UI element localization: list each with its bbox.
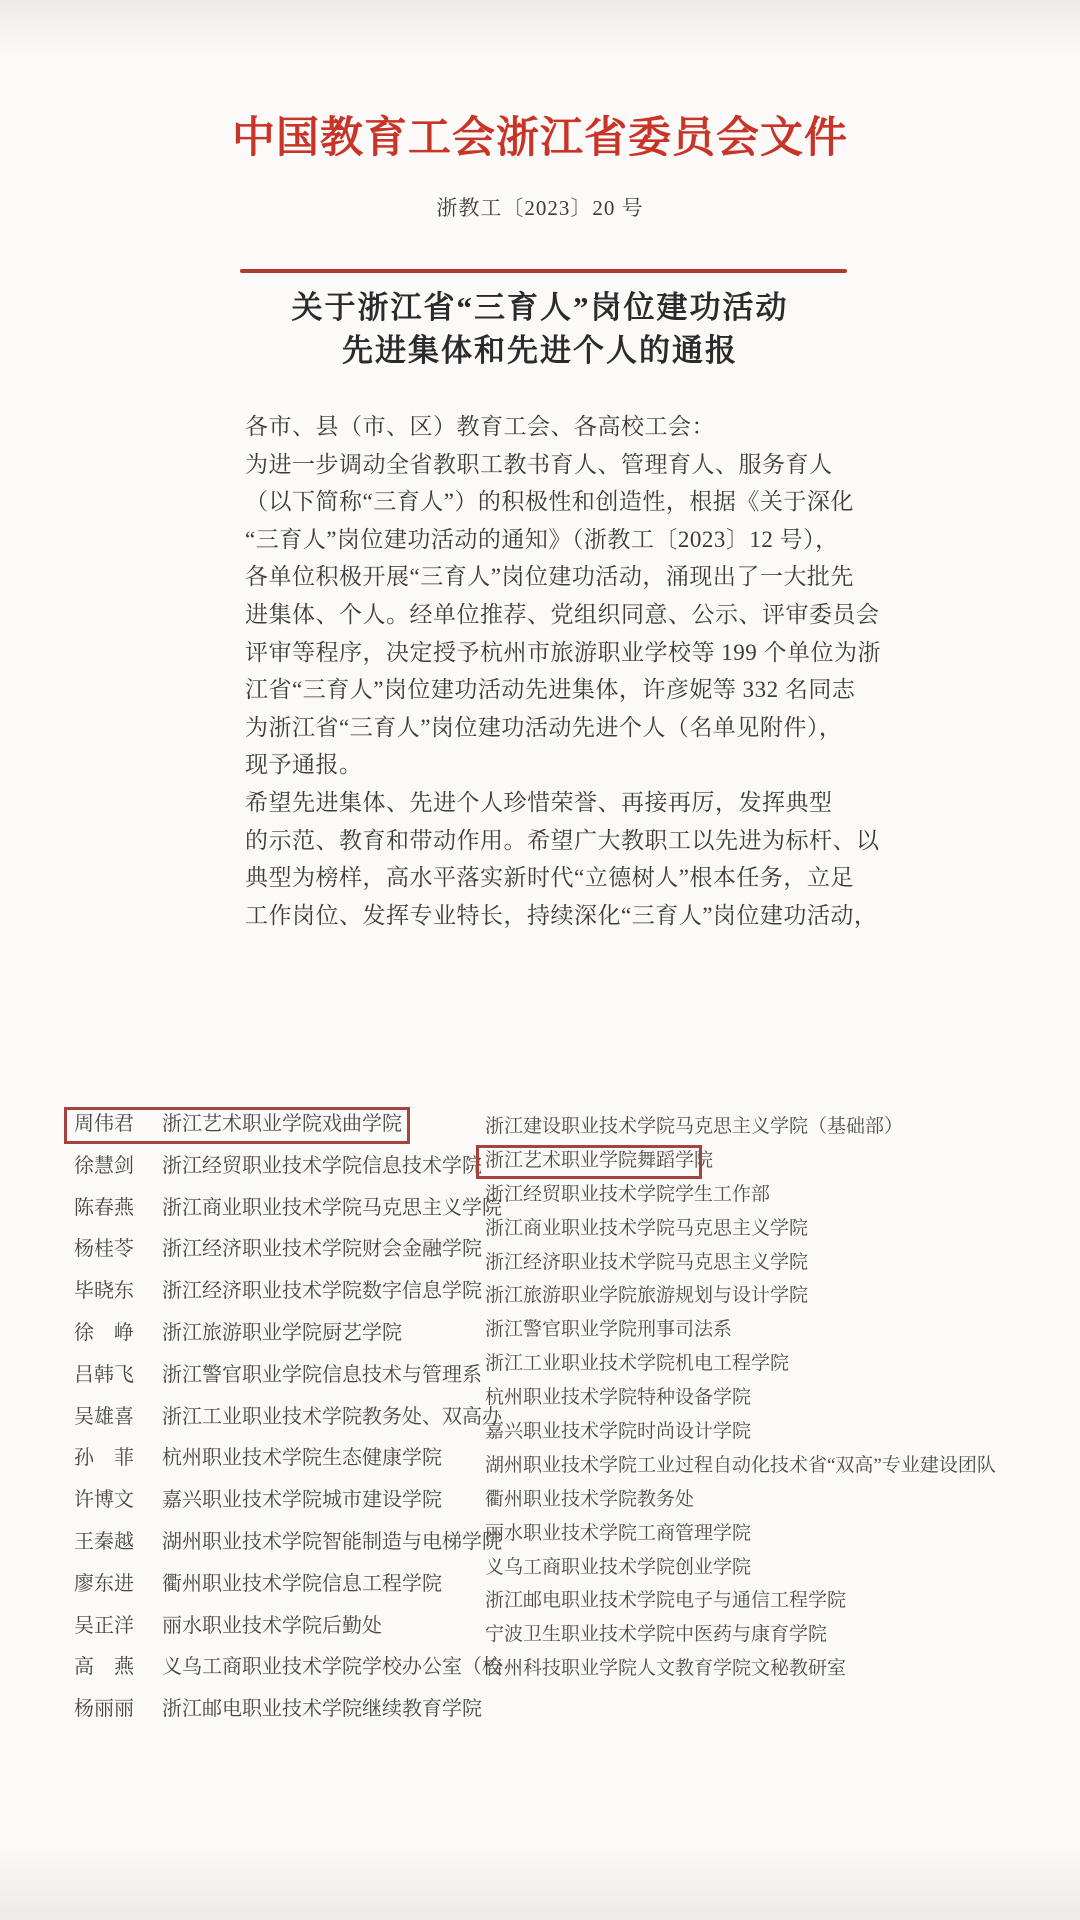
individual-list-item xyxy=(74,1188,502,1230)
awardee-unit: 湖州职业技术学院智能制造与电梯学院 xyxy=(162,1530,502,1553)
awardee-name: 毕晓东 xyxy=(74,1280,134,1303)
collective-list-item xyxy=(485,1584,996,1618)
notice-title-line2: 先进集体和先进个人的通报 xyxy=(342,333,738,368)
awardee-unit: 丽水职业技术学院后勤处 xyxy=(162,1614,382,1637)
collective-unit: 义乌工商职业技术学院创业学院 xyxy=(485,1556,752,1578)
collective-list-item xyxy=(485,1618,996,1652)
collective-list-item xyxy=(485,1652,996,1686)
collective-list-item xyxy=(485,1449,996,1483)
collective-unit: 浙江旅游职业学院旅游规划与设计学院 xyxy=(485,1285,809,1307)
collective-unit: 杭州职业技术学院特种设备学院 xyxy=(485,1387,752,1409)
collective-list-item xyxy=(485,1347,996,1381)
paragraph-1 xyxy=(245,446,881,784)
awardee-name: 吴正洋 xyxy=(74,1614,134,1637)
awardee-unit: 浙江经济职业技术学院数字信息学院 xyxy=(162,1280,482,1303)
individual-list-item xyxy=(74,1689,502,1731)
collective-list-item xyxy=(485,1415,996,1449)
collective-award-list xyxy=(485,1110,996,1686)
awardee-name: 周伟君 xyxy=(74,1113,134,1135)
body-line: 现予通报。 xyxy=(245,752,363,778)
awardee-unit: 浙江经济职业技术学院财会金融学院 xyxy=(162,1238,482,1261)
collective-unit: 浙江工业职业技术学院机电工程学院 xyxy=(485,1353,790,1375)
awardee-name: 杨桂苓 xyxy=(74,1238,134,1261)
awardee-unit: 杭州职业技术学院生态健康学院 xyxy=(162,1447,442,1470)
collective-unit: 浙江警官职业学院刑事司法系 xyxy=(485,1319,733,1341)
body-line: 评审等程序，决定授予杭州市旅游职业学校等 199 个单位为浙 xyxy=(245,639,881,665)
collective-list-item xyxy=(485,1110,996,1144)
collective-list-item xyxy=(485,1517,996,1551)
individual-list-item xyxy=(74,1313,502,1355)
body-line: 为浙江省“三育人”岗位建功活动先进个人（名单见附件）， xyxy=(245,714,843,740)
individual-list-item xyxy=(74,1146,502,1188)
individual-list-item xyxy=(74,1480,502,1522)
collective-unit: 宁波卫生职业技术学院中医药与康育学院 xyxy=(485,1624,828,1646)
awardee-name: 吕韩飞 xyxy=(74,1363,134,1386)
collective-unit: 浙江建设职业技术学院马克思主义学院（基础部） xyxy=(485,1116,904,1137)
collective-list-item xyxy=(485,1178,996,1212)
body-line: 典型为榜样，高水平落实新时代“立德树人”根本任务，立足 xyxy=(245,865,854,891)
collective-unit: 丽水职业技术学院工商管理学院 xyxy=(485,1522,752,1544)
individual-list-item xyxy=(74,1564,502,1606)
notice-title xyxy=(0,286,1080,372)
individual-list-item xyxy=(74,1355,502,1397)
highlight-box xyxy=(476,1145,702,1179)
awardee-unit: 浙江商业职业技术学院马克思主义学院 xyxy=(162,1196,502,1219)
awardee-unit: 衢州职业技术学院信息工程学院 xyxy=(162,1572,442,1595)
awardee-name: 孙 菲 xyxy=(74,1447,134,1470)
collective-unit: 浙江经贸职业技术学院学生工作部 xyxy=(485,1183,771,1205)
awardee-unit: 浙江警官职业学院信息技术与管理系 xyxy=(162,1363,482,1386)
collective-list-item xyxy=(485,1313,996,1347)
body-line: 为进一步调动全省教职工教书育人、管理育人、服务育人 xyxy=(245,451,833,477)
highlight-box xyxy=(64,1107,410,1144)
awardee-unit: 浙江艺术职业学院戏曲学院 xyxy=(162,1113,402,1135)
individual-list-item xyxy=(74,1522,502,1564)
body-line: 进集体、个人。经单位推荐、党组织同意、公示、评审委员会 xyxy=(245,601,880,627)
collective-list-item xyxy=(485,1551,996,1585)
awardee-name: 廖东进 xyxy=(74,1572,134,1595)
collective-list-item xyxy=(485,1246,996,1280)
awardee-name: 许博文 xyxy=(74,1489,134,1512)
awardee-unit: 嘉兴职业技术学院城市建设学院 xyxy=(162,1489,442,1512)
collective-unit: 嘉兴职业技术学院时尚设计学院 xyxy=(485,1421,752,1443)
collective-unit: 浙江艺术职业学院舞蹈学院 xyxy=(485,1149,714,1171)
awardee-name: 杨丽丽 xyxy=(74,1698,134,1721)
individual-list-item xyxy=(74,1606,502,1648)
collective-list-item xyxy=(485,1212,996,1246)
red-header-org-title: 中国教育工会浙江省委员会文件 xyxy=(232,115,848,162)
awardee-name: 徐 峥 xyxy=(74,1321,134,1344)
awardee-unit: 浙江经贸职业技术学院信息技术学院 xyxy=(162,1154,482,1177)
collective-unit: 台州科技职业学院人文教育学院文秘教研室 xyxy=(485,1658,847,1680)
awardee-name: 高 燕 xyxy=(74,1656,134,1679)
awardee-name: 徐慧剑 xyxy=(74,1154,134,1177)
notice-title-line1: 关于浙江省“三育人”岗位建功活动 xyxy=(291,290,789,325)
awardee-name: 吴雄喜 xyxy=(74,1405,134,1428)
collective-list-item xyxy=(485,1144,996,1178)
salutation: 各市、县（市、区）教育工会、各高校工会： xyxy=(245,414,715,439)
awardee-unit: 浙江工业职业技术学院教务处、双高办 xyxy=(162,1405,502,1428)
red-divider-rule xyxy=(240,269,847,273)
body-line: 工作岗位、发挥专业特长，持续深化“三育人”岗位建功活动， xyxy=(245,902,878,928)
body-line: 希望先进集体、先进个人珍惜荣誉、再接再厉，发挥典型 xyxy=(245,789,833,815)
body-line: 江省“三育人”岗位建功活动先进集体，许彦妮等 332 名同志 xyxy=(245,677,856,703)
body-line: 各单位积极开展“三育人”岗位建功活动，涌现出了一大批先 xyxy=(245,564,854,590)
individual-list-item xyxy=(74,1271,502,1313)
body-line: “三育人”岗位建功活动的通知》（浙教工〔2023〕12 号）， xyxy=(245,526,839,552)
collective-unit: 浙江邮电职业技术学院电子与通信工程学院 xyxy=(485,1590,847,1612)
awardee-name: 陈春燕 xyxy=(74,1196,134,1219)
doc-number: 浙教工〔2023〕20 号 xyxy=(436,196,644,220)
collective-unit: 浙江商业职业技术学院马克思主义学院 xyxy=(485,1217,809,1239)
body-line: 的示范、教育和带动作用。希望广大教职工以先进为标杆、以 xyxy=(245,827,880,853)
collective-list-item xyxy=(485,1381,996,1415)
individual-list-item xyxy=(74,1104,502,1146)
awardee-name: 王秦越 xyxy=(74,1530,134,1553)
body-line: （以下简称“三育人”）的积极性和创造性，根据《关于深化 xyxy=(245,489,854,515)
collective-unit: 浙江经济职业技术学院马克思主义学院 xyxy=(485,1251,809,1273)
awardee-unit: 浙江旅游职业学院厨艺学院 xyxy=(162,1321,402,1344)
individual-list-item xyxy=(74,1397,502,1439)
paragraph-2 xyxy=(245,784,880,934)
individual-award-list xyxy=(74,1104,502,1731)
collective-list-item xyxy=(485,1483,996,1517)
individual-list-item xyxy=(74,1438,502,1480)
notice-body xyxy=(245,408,881,934)
individual-list-item xyxy=(74,1647,502,1689)
individual-list-item xyxy=(74,1229,502,1271)
collective-unit: 湖州职业技术学院工业过程自动化技术省“双高”专业建设团队 xyxy=(485,1454,996,1476)
awardee-unit: 义乌工商职业技术学院学校办公室（校 xyxy=(162,1656,502,1679)
awardee-unit: 浙江邮电职业技术学院继续教育学院 xyxy=(162,1698,482,1721)
collective-unit: 衢州职业技术学院教务处 xyxy=(485,1488,695,1510)
collective-list-item xyxy=(485,1279,996,1313)
